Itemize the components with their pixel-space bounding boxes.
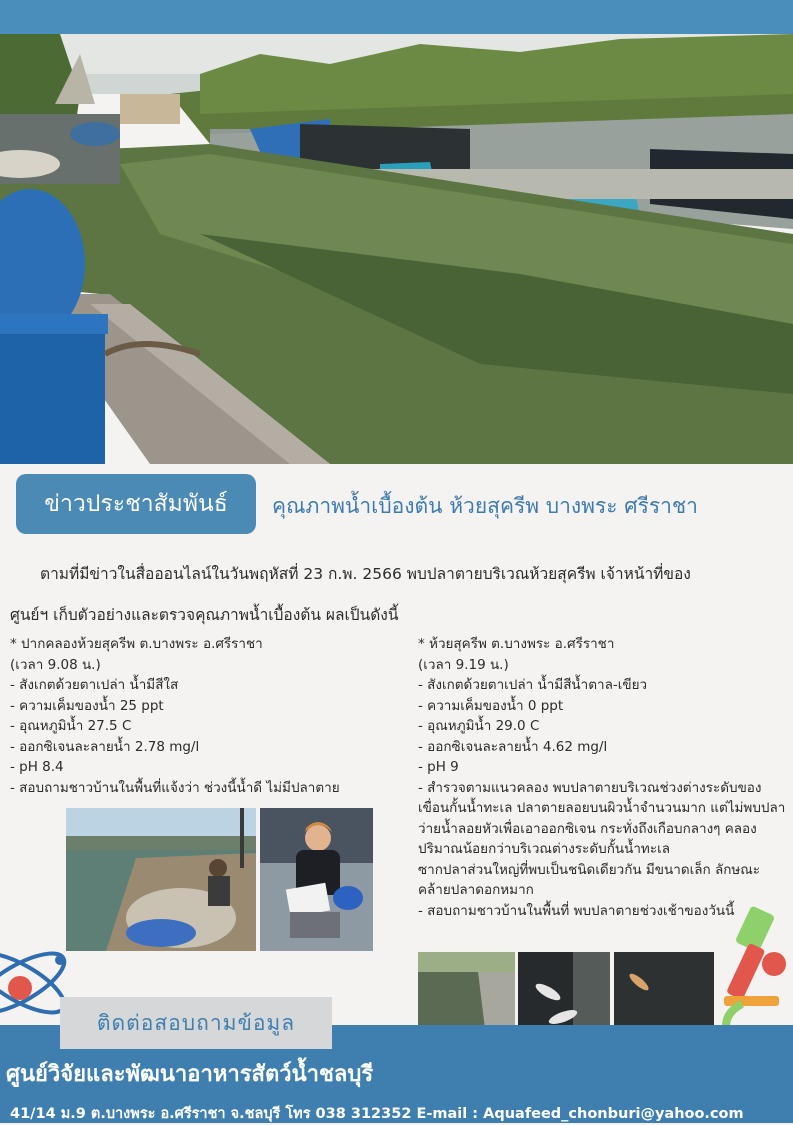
right-site-title: * ห้วยสุครีพ ต.บางพระ อ.ศรีราชา (418, 636, 615, 652)
boat-sampling-photo (66, 808, 256, 951)
right-result-item: - ออกซิเจนละลายน้ำ 4.62 mg/l (418, 738, 608, 755)
top-bar (0, 0, 793, 34)
left-result-item: - ออกซิเจนละลายน้ำ 2.78 mg/l (10, 738, 200, 755)
right-result-item: - อุณหภูมิน้ำ 29.0 C (418, 718, 540, 734)
right-result-item: - ความเค็มของน้ำ 0 ppt (418, 697, 564, 714)
lab-testing-photo (260, 808, 373, 951)
villager-note: - สอบถามชาวบ้านในพื้นที่ พบปลาตายช่วงเช้าของวันนี้ (418, 902, 735, 919)
right-result-item: - pH 9 (418, 759, 459, 775)
center-name: ศูนย์วิจัยและพัฒนาอาหารสัตว์น้ำชลบุรี (6, 1062, 374, 1087)
right-result-item: - สังเกตด้วยตาเปล่า น้ำมีสีน้ำตาล-เขียว (418, 677, 648, 693)
right-site-results (418, 634, 788, 921)
intro-line-1: ตามที่มีข่าวในสื่อออนไลน์ในวันพฤหัสที่ 23 ก.พ. 2566 พบปลาตายบริเวณห้วยสุครีพ เจ้าหน้าที่ของ (40, 565, 691, 583)
left-site-time: (เวลา 9.08 น.) (10, 656, 101, 673)
intro-line-2: ศูนย์ฯ เก็บตัวอย่างและตรวจคุณภาพน้ำเบื้องต้น ผลเป็นดังนี้ (10, 606, 399, 624)
survey-note: - สำรวจตามแนวคลอง พบปลาตายบริเวณช่วงต่างระดับของเขื่อนกั้นน้ำทะเล ปลาตายลอยบนผิวน้ำจำนวนมาก แต่ไม่พบปลาว่ายน้ำลอยหัวเพื่อเอาออกซิเจน กระทั่งถึงเกือบกลางๆ คลอง ปริมาณน้อยกว่าบริเวณต่างระดับกั้นน้ำทะเล (418, 779, 786, 857)
left-result-item: - สังเกตด้วยตาเปล่า น้ำมีสีใส (10, 677, 179, 693)
left-result-item: - ความเค็มของน้ำ 25 ppt (10, 697, 164, 714)
left-result-item: - อุณหภูมิน้ำ 27.5 C (10, 718, 132, 734)
left-site-results (10, 634, 400, 798)
right-site-time: (เวลา 9.19 น.) (418, 656, 509, 673)
left-site-title: * ปากคลองห้วยสุครีพ ต.บางพระ อ.ศรีราชา (10, 636, 263, 652)
page-title: คุณภาพน้ำเบื้องต้น ห้วยสุครีพ บางพระ ศรีราชา (272, 494, 698, 518)
contact-label: ติดต่อสอบถามข้อมูล (60, 997, 332, 1049)
fish-note: ซากปลาส่วนใหญ่ที่พบเป็นชนิดเดียวกัน มีขนาดเล็ก ลักษณะคล้ายปลาดอกหมาก (418, 861, 761, 898)
contact-address: 41/14 ม.9 ต.บางพระ อ.ศรีราชา จ.ชลบุรี โทร 038 312352 E-mail : Aquafeed_chonburi@yahoo.com (10, 1106, 744, 1122)
hero-canal-photo (0, 34, 793, 464)
left-result-item: - สอบถามชาวบ้านในพื้นที่แจ้งว่า ช่วงนี้น้ำดี ไม่มีปลาตาย (10, 779, 340, 796)
pr-news-badge: ข่าวประชาสัมพันธ์ (16, 474, 256, 534)
intro-paragraph (10, 554, 780, 636)
left-result-item: - pH 8.4 (10, 759, 64, 775)
